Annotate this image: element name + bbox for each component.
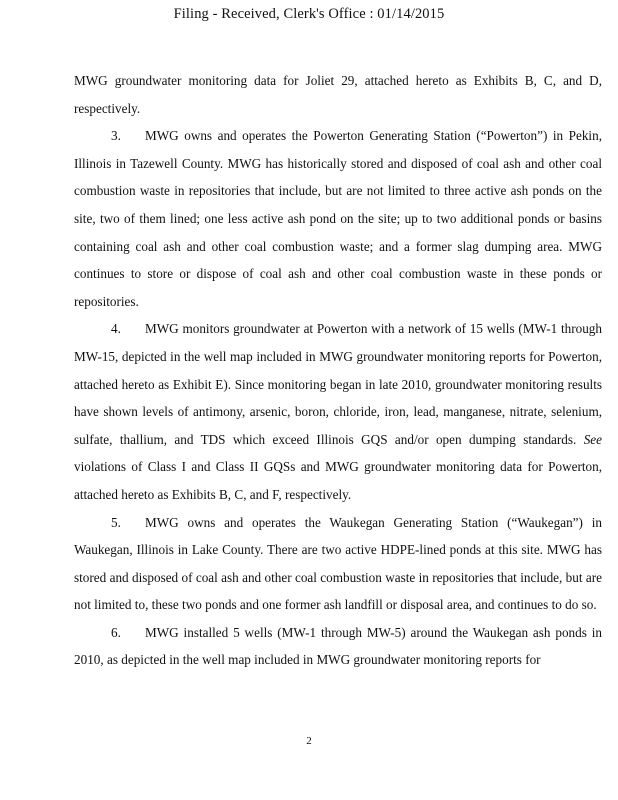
paragraph-4 — [74, 315, 602, 508]
paragraph-number: 3. — [111, 128, 121, 144]
paragraph-text-continued: violations of Class I and Class II GQSs and MWG groundwater monitoring data for Powerton, attached hereto as Exhibits B, C, and F, respectively. — [74, 459, 602, 502]
paragraph-6 — [74, 619, 602, 674]
paragraph-text: MWG groundwater monitoring data for Joliet 29, attached hereto as Exhibits B, C, and D, respectively. — [74, 73, 602, 116]
paragraph-number: 6. — [111, 624, 121, 640]
paragraph-text: MWG owns and operates the Powerton Generating Station (“Powerton”) in Pekin, Illinois in Tazewell County. MWG has historically stored and disposed of coal ash and other coal combustion waste in repositories that include, but are not limited to three active ash ponds on the site, two of them lined; one less active ash pond on the site; up to two additional ponds or basins containing coal ash and other coal combustion waste; and a former slag dumping area. MWG continues to store or dispose of coal ash and other coal combustion waste in these ponds or repositories. — [74, 128, 602, 309]
paragraph-text: MWG installed 5 wells (MW-1 through MW-5) around the Waukegan ash ponds in 2010, as depicted in the well map included in MWG groundwater monitoring reports for — [74, 624, 602, 668]
document-body — [74, 67, 602, 674]
paragraph-number: 5. — [111, 514, 121, 530]
paragraph-number: 4. — [111, 321, 121, 337]
paragraph-text: MWG monitors groundwater at Powerton with a network of 15 wells (MW-1 through MW-15, depicted in the well map included in MWG groundwater monitoring reports for Powerton, attached hereto as Exhibit E). Since monitoring began in late 2010, groundwater monitoring results have shown levels of antimony, arsenic, boron, chloride, iron, lead, manganese, nitrate, selenium, sulfate, thallium, and TDS which exceed Illinois GQS and/or open dumping standards. — [74, 321, 602, 447]
paragraph-5 — [74, 509, 602, 619]
filing-stamp-header: Filing - Received, Clerk's Office : 01/14/2015 — [173, 6, 445, 22]
paragraph-text: MWG owns and operates the Waukegan Generating Station (“Waukegan”) in Waukegan, Illinois in Lake County. There are two active HDPE-lined ponds at this site. MWG has stored and disposed of coal ash and other coal combustion waste in repositories that include, but are not limited to, these two ponds and one former ash landfill or disposal area, and continues to do so. — [74, 514, 602, 613]
citation-signal: See — [583, 431, 602, 447]
paragraph-3 — [74, 122, 602, 315]
paragraph-continuation — [74, 67, 602, 122]
page-number: 2 — [306, 735, 312, 747]
